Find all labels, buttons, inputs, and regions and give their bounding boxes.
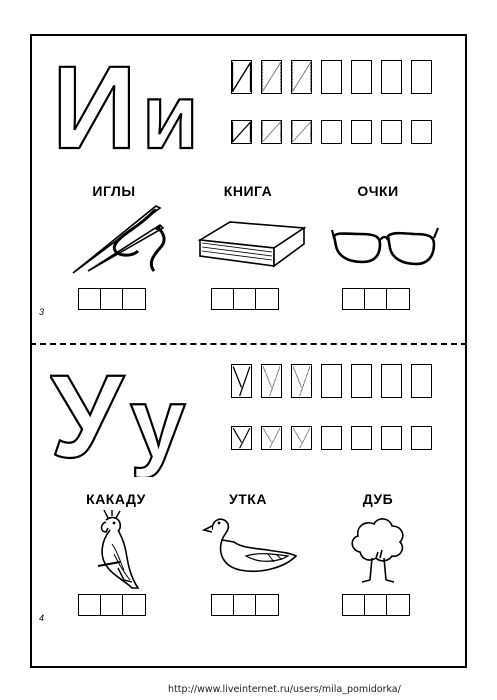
lower-letter: у (130, 367, 186, 477)
writing-cell[interactable] (321, 426, 342, 450)
book-icon (196, 218, 308, 270)
lower-letter: и (142, 66, 199, 156)
answer-boxes[interactable] (211, 594, 279, 616)
lower-writing-cells (231, 426, 432, 450)
upper-letter: У (50, 362, 124, 477)
upper-writing-cells (231, 364, 432, 398)
duck-icon (188, 512, 302, 576)
writing-cell[interactable] (381, 120, 402, 144)
answer-boxes[interactable] (78, 288, 146, 310)
writing-cell[interactable] (291, 364, 312, 398)
writing-cell[interactable] (411, 364, 432, 398)
word-label: ДУБ (362, 491, 394, 507)
cut-line (30, 343, 467, 345)
writing-cell[interactable] (411, 120, 432, 144)
writing-cell[interactable] (291, 426, 312, 450)
writing-cell[interactable] (261, 426, 282, 450)
writing-cell[interactable] (351, 426, 372, 450)
letter-u-outline (50, 362, 210, 477)
lower-writing-cells (231, 120, 432, 144)
writing-cell[interactable] (381, 60, 402, 94)
answer-boxes[interactable] (78, 594, 146, 616)
writing-cell[interactable] (291, 120, 312, 144)
writing-cell[interactable] (261, 120, 282, 144)
page-number: 4 (39, 613, 45, 623)
writing-cell[interactable] (231, 426, 252, 450)
word-label: ОЧКИ (357, 183, 399, 199)
writing-cell[interactable] (411, 60, 432, 94)
glasses-icon (330, 222, 440, 270)
writing-cell[interactable] (351, 120, 372, 144)
writing-cell[interactable] (261, 364, 282, 398)
writing-cell[interactable] (231, 60, 252, 94)
writing-cell[interactable] (351, 60, 372, 94)
writing-cell[interactable] (321, 364, 342, 398)
writing-cell[interactable] (321, 60, 342, 94)
writing-cell[interactable] (231, 120, 252, 144)
writing-cell[interactable] (291, 60, 312, 94)
writing-cell[interactable] (381, 426, 402, 450)
cockatoo-icon (88, 510, 148, 592)
writing-cell[interactable] (261, 60, 282, 94)
answer-boxes[interactable] (211, 288, 279, 310)
writing-cell[interactable] (231, 364, 252, 398)
upper-writing-cells (231, 60, 432, 94)
needles-icon (68, 203, 178, 278)
page-number: 3 (39, 307, 45, 317)
answer-boxes[interactable] (342, 594, 410, 616)
word-label: КНИГА (223, 183, 273, 199)
word-label: КАКАДУ (86, 491, 146, 507)
word-label: ИГЛЫ (92, 183, 136, 199)
answer-boxes[interactable] (342, 288, 410, 310)
upper-letter: И (52, 56, 137, 156)
letter-i-outline (52, 56, 212, 156)
writing-cell[interactable] (321, 120, 342, 144)
writing-cell[interactable] (351, 364, 372, 398)
writing-cell[interactable] (381, 364, 402, 398)
writing-cell[interactable] (411, 426, 432, 450)
oak-tree-icon (346, 512, 410, 584)
word-label: УТКА (229, 491, 267, 507)
watermark-url: http://www.liveinternet.ru/users/mila_pomidorka/ (168, 684, 401, 695)
